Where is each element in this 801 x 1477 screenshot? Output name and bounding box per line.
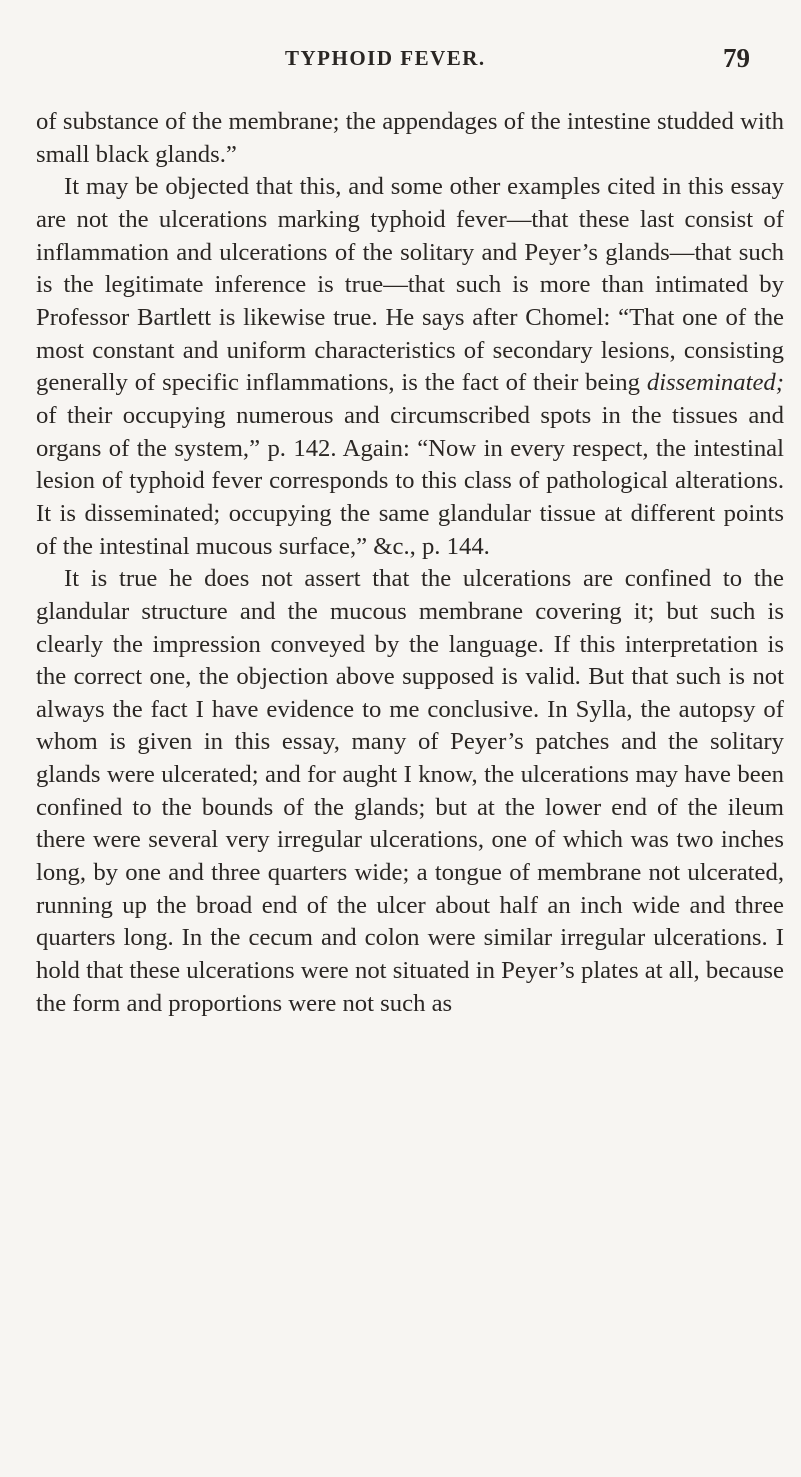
page-number: 79: [723, 43, 750, 73]
paragraph-continuation: of substance of the membrane; the appendages of the intestine studded with small black glands.”: [36, 108, 784, 168]
body-text: [36, 106, 784, 1020]
paragraph-objection-text-after: of their occupying numerous and circumscribed spots in the tissues and organs of the system,” p. 142. Again: “Now in every respect, the intestinal lesion of typhoid fever corresponds to this class of pathological alterations. It is disseminated; occupying the same glandular tissue at different points of the intestinal mucous surface,” &c., p. 144.: [36, 401, 784, 560]
running-title: TYPHOID FEVER.: [285, 46, 486, 70]
page-header: [0, 43, 801, 86]
paragraph-objection-text-before: It may be objected that this, and some other examples cited in this essay are not the ulcerations marking typhoid fever—that these last consist of inflammation and ulcerations of the solitary and Peyer’s glands—that such is the legitimate inference is true—that such is more than intimated by Professor Bartlett is likewise true. He says after Chomel: “That one of the most constant and uniform characteristics of secondary lesions, consisting generally of specific inflammations, is the fact of their being: [36, 173, 784, 397]
paragraph-evidence: It is true he does not assert that the ulcerations are confined to the glandular structure and the mucous membrane covering it; but such is clearly the impression conveyed by the language. If this interpretation is the correct one, the objection above supposed is valid. But that such is not always the fact I have evidence to me conclusive. In Sylla, the autopsy of whom is given in this essay, many of Peyer’s patches and the solitary glands were ulcerated; and for aught I know, the ulcerations may have been confined to the bounds of the glands; but at the lower end of the ileum there were several very irregular ulcerations, one of which was two inches long, by one and three quarters wide; a tongue of membrane not ulcerated, running up the broad end of the ulcer about half an inch wide and three quarters long. In the cecum and colon were similar irregular ulcerations. I hold that these ulcerations were not situated in Peyer’s plates at all, because the form and proportions were not such as: [36, 565, 784, 1017]
paragraph-objection: [36, 171, 784, 563]
italic-disseminated: disseminated;: [646, 369, 784, 397]
